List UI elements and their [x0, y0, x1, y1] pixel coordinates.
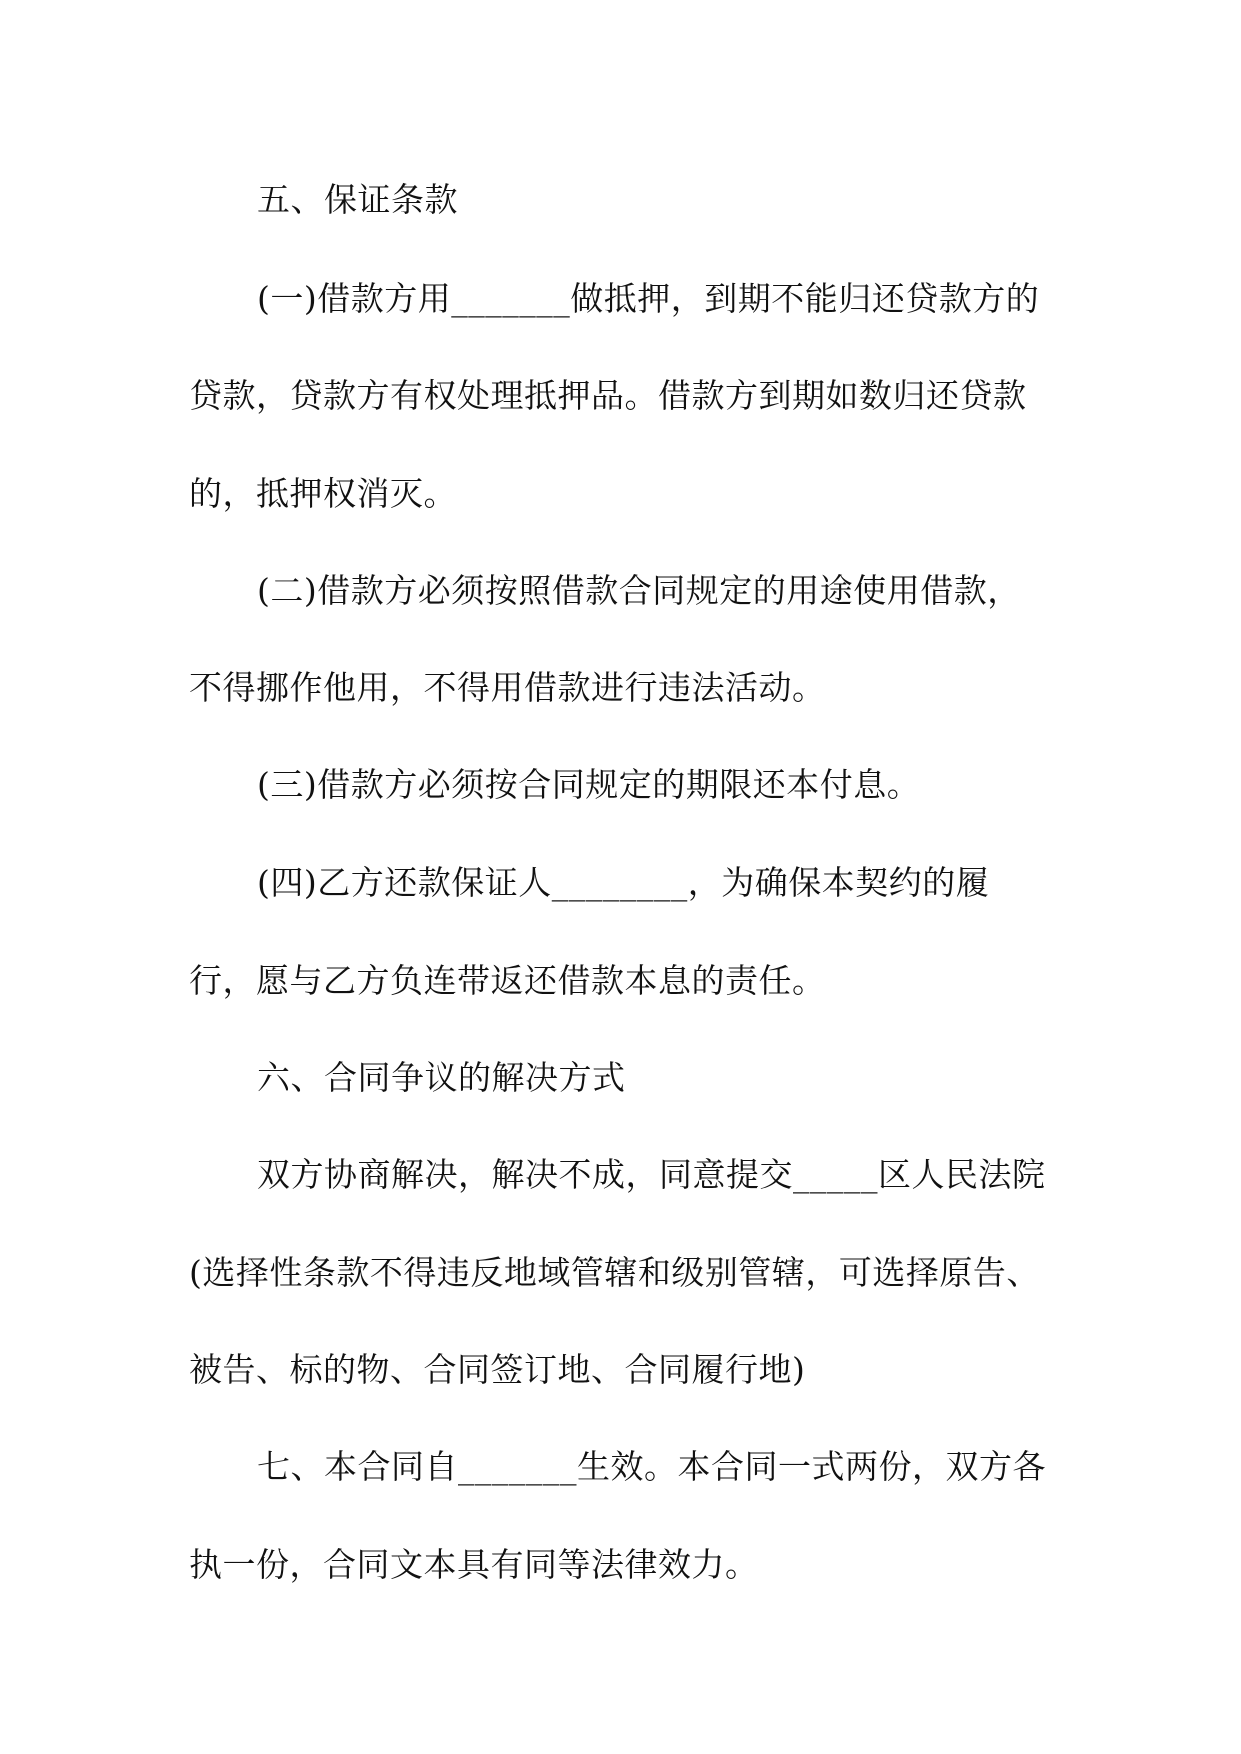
- section-seven-line-1: 七、本合同自_______生效。本合同一式两份，双方各: [257, 1447, 1046, 1486]
- dispute-line-1: 双方协商解决，解决不成，同意提交_____区人民法院: [257, 1155, 1046, 1194]
- clause-3-line-1: (三)借款方必须按合同规定的期限还本付息。: [257, 765, 921, 804]
- clause-2-line-1: (二)借款方必须按照借款合同规定的用途使用借款，: [257, 571, 1021, 610]
- clause-1-line-3: 的，抵押权消灭。: [189, 474, 457, 513]
- clause-2-line-2: 不得挪作他用，不得用借款进行违法活动。: [189, 668, 826, 707]
- section-six-heading: 六、合同争议的解决方式: [257, 1058, 626, 1097]
- section-five-heading: 五、保证条款: [257, 180, 458, 219]
- dispute-line-2: (选择性条款不得违反地域管辖和级别管辖，可选择原告、: [189, 1253, 1040, 1292]
- dispute-line-3: 被告、标的物、合同签订地、合同履行地): [189, 1350, 806, 1389]
- clause-4-line-1: (四)乙方还款保证人________，为确保本契约的履: [257, 863, 990, 902]
- clause-4-line-2: 行，愿与乙方负连带返还借款本息的责任。: [189, 961, 826, 1000]
- section-seven-line-2: 执一份，合同文本具有同等法律效力。: [189, 1545, 759, 1584]
- clause-1-line-1: (一)借款方用_______做抵押，到期不能归还贷款方的: [257, 279, 1040, 318]
- clause-1-line-2: 贷款，贷款方有权处理抵押品。借款方到期如数归还贷款: [189, 376, 1027, 415]
